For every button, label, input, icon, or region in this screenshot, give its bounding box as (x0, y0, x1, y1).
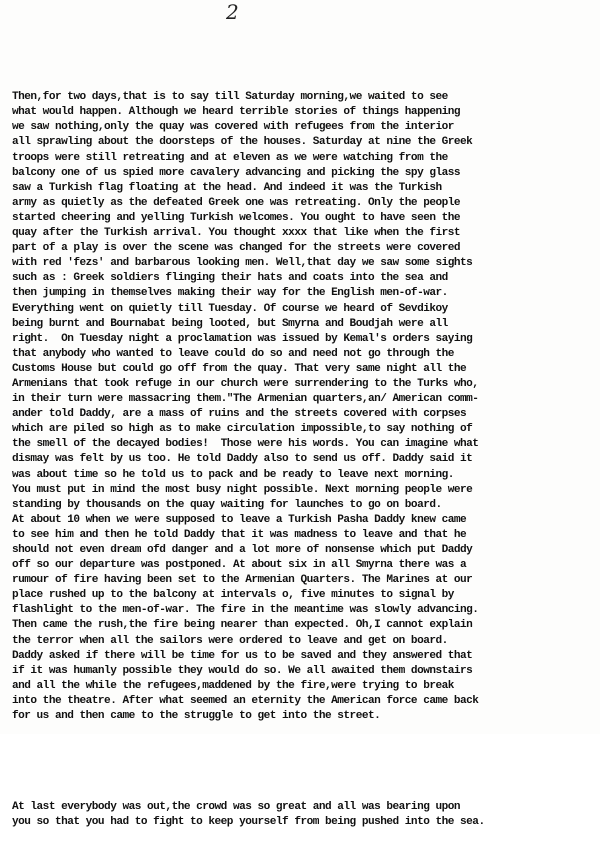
text-line: off so our departure was postponed. At about six in all Smyrna there was a (12, 559, 467, 572)
text-line: we saw nothing,only the quay was covered with refugees from the interior (12, 121, 454, 134)
text-line: balcony one of us spied more cavalery advancing and picking the spy glass (12, 166, 461, 179)
text-line: being burnt and Bournabat being looted, but Smyrna and Boudjah were all (12, 317, 448, 330)
text-line: ander told Daddy, are a mass of ruins and the streets covered with corpses (12, 408, 467, 421)
text-line: was about time so he told us to pack and be ready to leave next morning. (12, 468, 454, 481)
text-line: into the theatre. After what seemed an eternity the American force came back (12, 694, 479, 707)
text-line: what would happen. Although we heard terrible stories of things happening (12, 106, 461, 119)
text-line: saw a Turkish flag floating at the head. And indeed it was the Turkish (12, 181, 442, 194)
text-line: started cheering and yelling Turkish welcomes. You ought to have seen the (12, 211, 461, 224)
text-line: to see him and then he told Daddy that it was madness to leave and that he (12, 528, 467, 541)
text-line: all sprawling about the doorsteps of the houses. Saturday at nine the Greek (12, 136, 473, 149)
text-line: in their turn were massacring them."The Armenian quarters,an/ American comm- (12, 393, 479, 406)
text-line: with red 'fezs' and barbarous looking men. Well,that day we saw some sights (12, 257, 473, 270)
text-line: You must put in mind the most busy night possible. Next morning people were (12, 483, 473, 496)
text-line: dismay was felt by us too. He told Daddy also to send us off. Daddy said it (12, 453, 473, 466)
text-line: place rushed up to the balcony at intervals o, five minutes to signal by (12, 589, 454, 602)
text-line: then jumping in themselves making their way for the English men-of-war. (12, 287, 448, 300)
text-line: At last everybody was out,the crowd was so great and all was bearing upon (12, 800, 461, 813)
text-line: you so that you had to fight to keep yourself from being pushed into the sea. (12, 815, 485, 828)
paragraph-gap (12, 754, 597, 769)
text-line: Then,for two days,that is to say till Saturday morning,we waited to see (12, 91, 448, 104)
text-line: Everything went on quietly till Tuesday. Of course we heard of Sevdikoy (12, 302, 448, 315)
text-line: rumour of fire having been set to the Armenian Quarters. The Marines at our (12, 574, 473, 587)
letter-body (12, 60, 597, 860)
text-line: should not even dream ofd danger and a lot more of nonsense which put Daddy (12, 544, 473, 556)
text-line: Daddy asked if there will be time for us to be saved and they answered that (12, 649, 473, 662)
text-line: troops were still retreating and at eleven as we were watching from the (12, 151, 448, 164)
text-line: that anybody who wanted to leave could do so and need not go through the (12, 347, 454, 360)
text-line: army as quietly as the defeated Greek one was retreating. Only the people (12, 196, 461, 209)
text-line: Then came the rush,the fire being nearer than expected. Oh,I cannot explain (12, 619, 473, 632)
text-line: flashlight to the men-of-war. The fire in the meantime was slowly advancing. (12, 604, 479, 617)
text-line: Armenians that took refuge in our church were surrendering to the Turks who, (12, 377, 479, 390)
text-line: and all the while the refugees,maddened by the fire,were trying to break (12, 679, 454, 692)
text-line: which are piled so high as to make circulation impossible,to say nothing of (12, 423, 473, 436)
page-number: 2 (226, 0, 239, 24)
text-line: the smell of the decayed bodies! Those were his words. You can imagine what (12, 438, 479, 451)
text-line: quay after the Turkish arrival. You thought xxxx that like when the first (12, 227, 461, 240)
text-line: such as : Greek soldiers flinging their hats and coats into the sea and (12, 272, 448, 285)
text-line: for us and then came to the struggle to get into the street. (12, 710, 381, 723)
paragraph-1 (12, 90, 597, 724)
text-line: part of a play is over the scene was changed for the streets were covered (12, 242, 461, 255)
paragraph-2 (12, 800, 597, 830)
text-line: if it was humanly possible they would do so. We all awaited them downstairs (12, 664, 473, 677)
text-line: the terror when all the sailors were ordered to leave and get on board. (12, 634, 448, 647)
text-line: At about 10 when we were supposed to leave a Turkish Pasha Daddy knew came (12, 513, 467, 526)
text-line: right. On Tuesday night a proclamation was issued by Kemal's orders saying (12, 332, 473, 345)
text-line: standing by thousands on the quay waiting for launches to go on board. (12, 498, 442, 511)
text-line: Customs House but could go off from the quay. That very same night all the (12, 362, 467, 375)
